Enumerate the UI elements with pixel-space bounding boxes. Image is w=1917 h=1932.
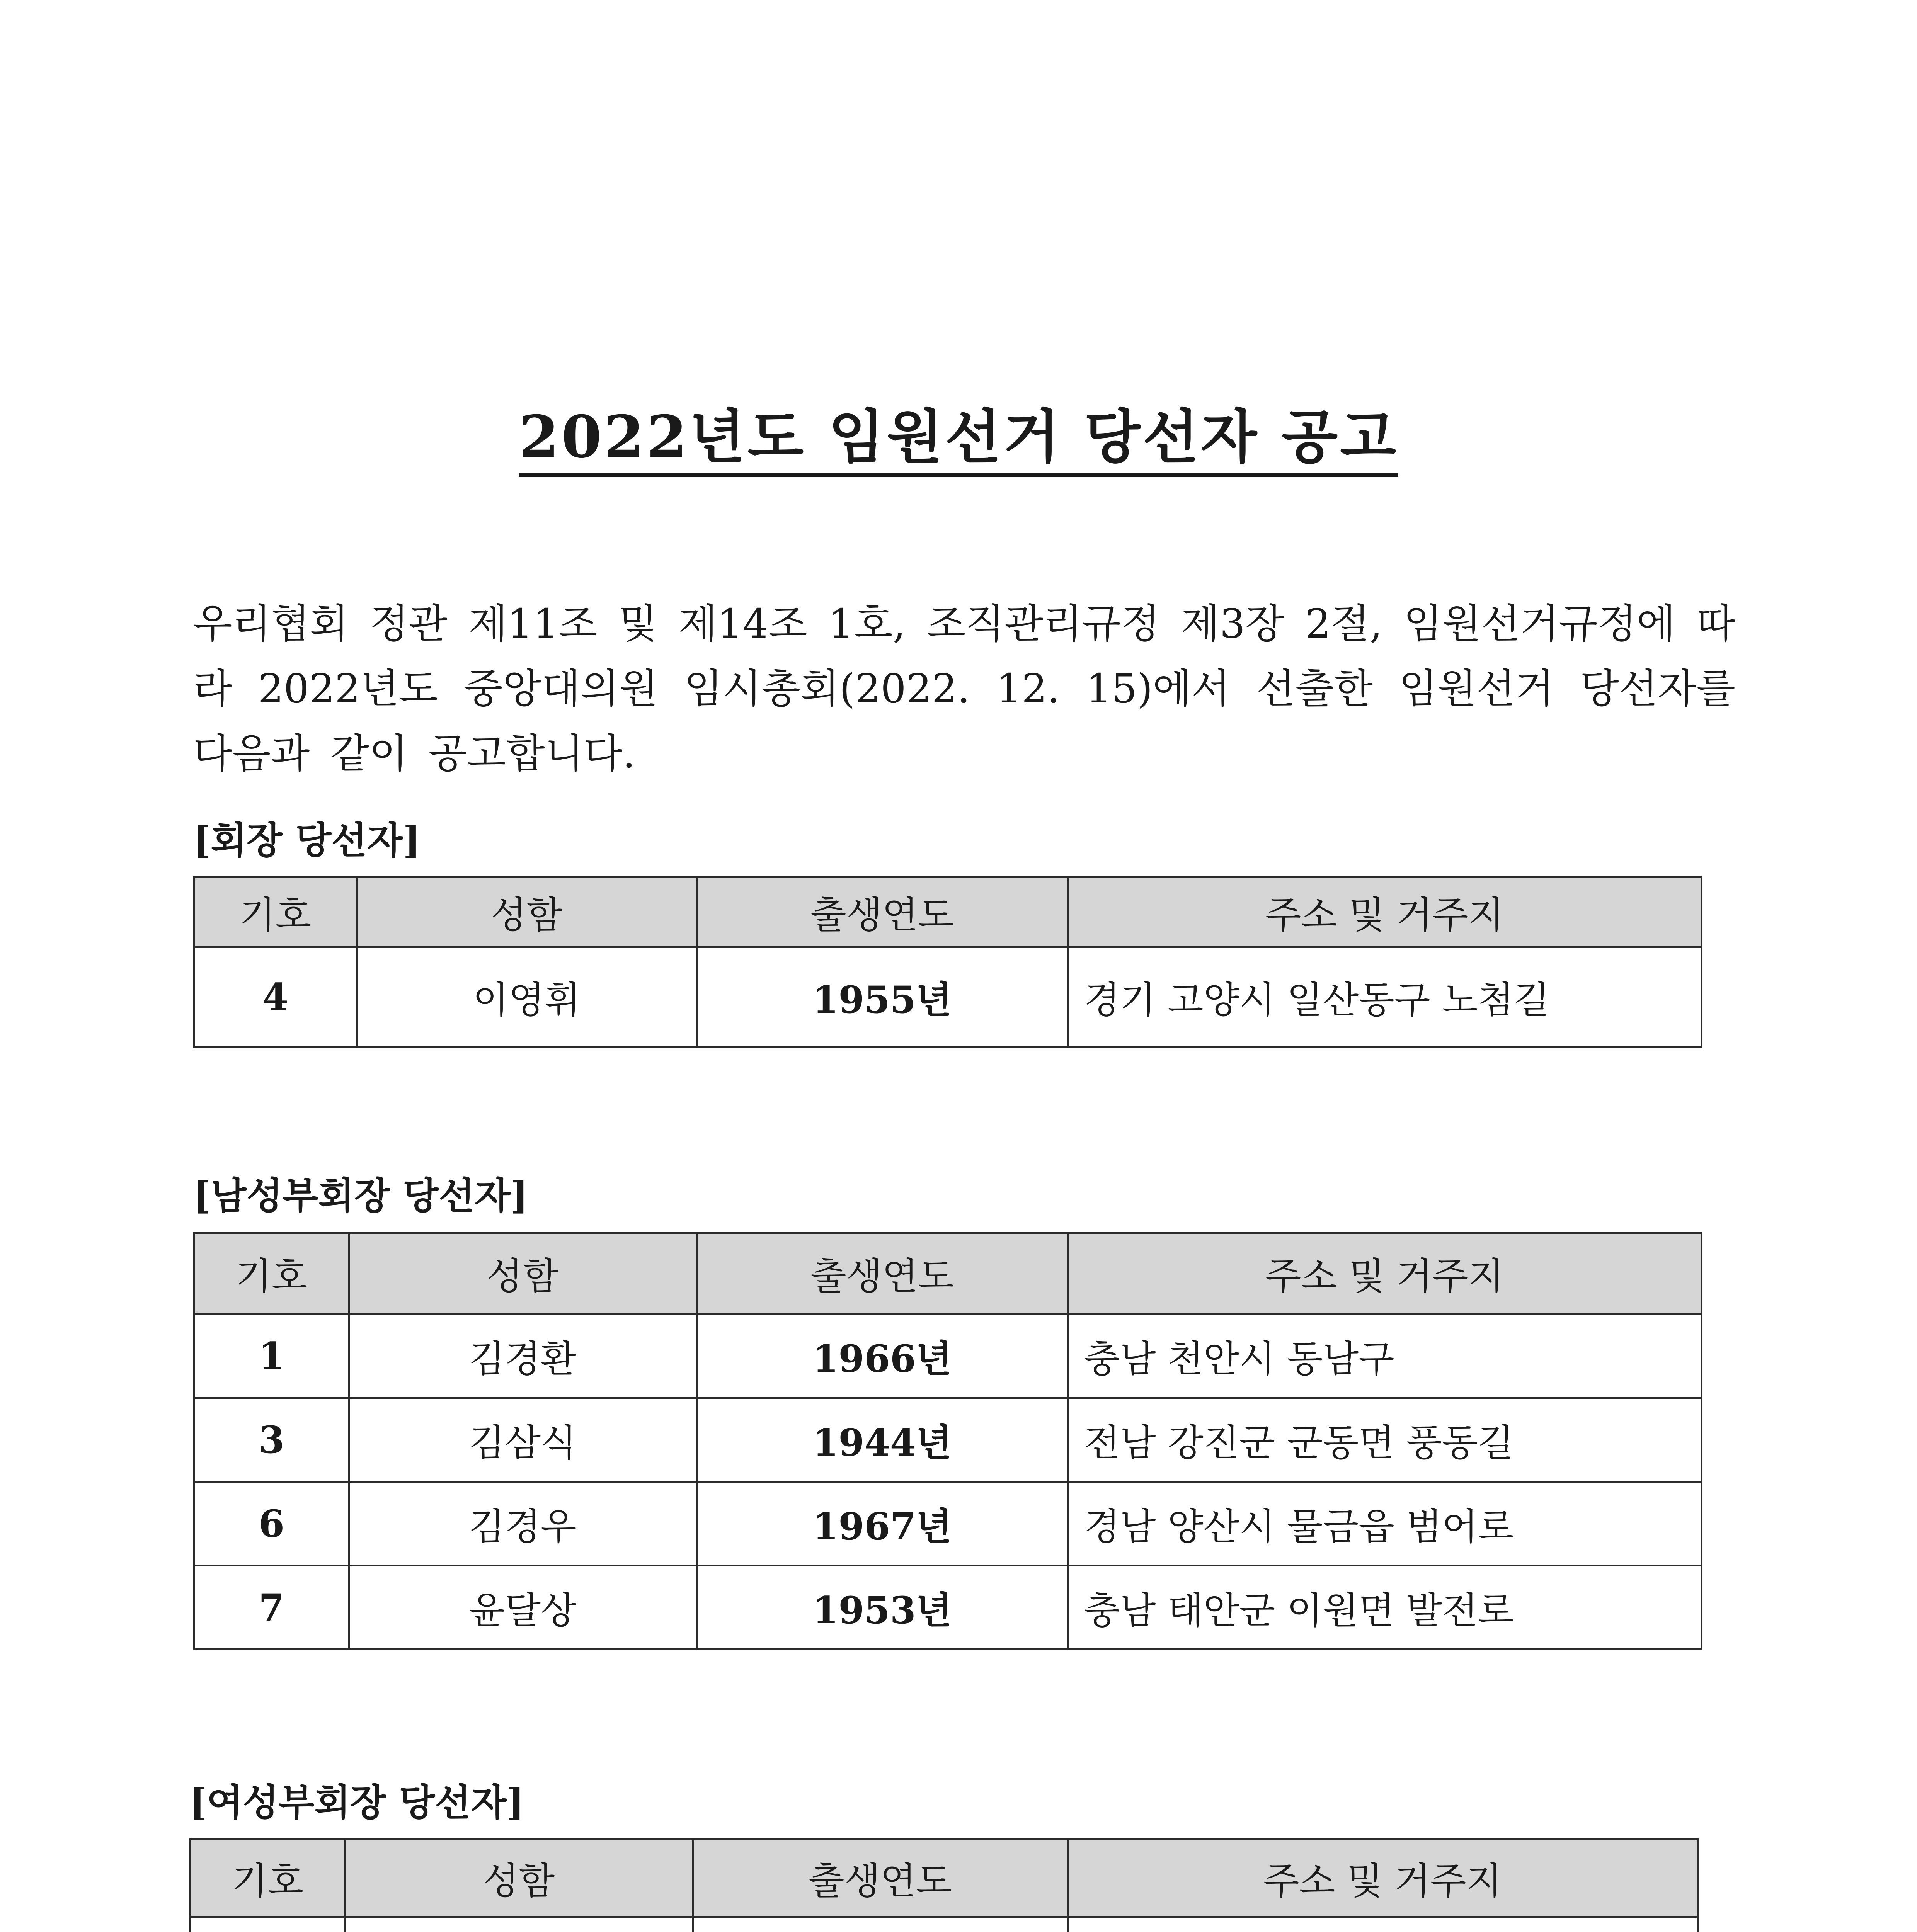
table-row: [194, 1314, 1702, 1398]
header-year: 출생연도: [697, 1233, 1068, 1314]
intro-paragraph: 우리협회 정관 제11조 및 제14조 1호, 조직관리규정 제3장 2절, 임원선거규정에 따라 2022년도 중앙대의원 임시총회(2022. 12. 15)에서 선출한 임원선거 당선자를 다음과 같이 공고합니다.: [193, 600, 1735, 777]
header-name: 성함: [357, 878, 697, 947]
table-header-row: [194, 1233, 1702, 1314]
cell-year: 1955년: [697, 947, 1068, 1048]
section-title: [남성부회장 당선자]: [193, 1174, 528, 1218]
cell-addr: [1068, 1917, 1698, 1932]
header-no: 기호: [194, 878, 357, 947]
cell-no: 6: [194, 1482, 349, 1566]
table-header-row: [194, 878, 1702, 947]
cell-year: [693, 1917, 1068, 1932]
table-header-row: [191, 1840, 1698, 1917]
cell-year: 1953년: [697, 1566, 1068, 1650]
cell-name: 김삼식: [349, 1398, 697, 1482]
cell-no: 7: [194, 1566, 349, 1650]
header-no: 기호: [194, 1233, 349, 1314]
header-year: 출생연도: [697, 878, 1068, 947]
table-row: [191, 1917, 1698, 1932]
section-male-vice-president: [193, 1171, 1702, 1650]
cell-name: 이영휘: [357, 947, 697, 1048]
section-title: [회장 당선자]: [193, 818, 421, 862]
header-addr: 주소 및 거주지: [1068, 878, 1702, 947]
header-no: 기호: [191, 1840, 345, 1917]
cell-addr: 충남 태안군 이원면 발전로: [1068, 1566, 1702, 1650]
cell-no: 4: [194, 947, 357, 1048]
header-addr: 주소 및 거주지: [1068, 1840, 1698, 1917]
header-year: 출생연도: [693, 1840, 1068, 1917]
cell-name: [345, 1917, 693, 1932]
table-row: [194, 1566, 1702, 1650]
section-title: [여성부회장 당선자]: [189, 1781, 524, 1824]
cell-addr: 전남 강진군 군동면 풍동길: [1068, 1398, 1702, 1482]
cell-year: 1944년: [697, 1398, 1068, 1482]
table-row: [194, 1482, 1702, 1566]
table-row: [194, 1398, 1702, 1482]
header-addr: 주소 및 거주지: [1068, 1233, 1702, 1314]
cell-name: 김경환: [349, 1314, 697, 1398]
cell-no: 3: [194, 1398, 349, 1482]
page-title: [0, 390, 1917, 474]
section-female-vice-president: [189, 1777, 1699, 1932]
header-name: 성함: [345, 1840, 693, 1917]
cell-addr: 충남 천안시 동남구: [1068, 1314, 1702, 1398]
page-title-text: 2022년도 임원선거 당선자 공고: [519, 403, 1398, 477]
winners-table: [193, 1232, 1702, 1650]
cell-year: 1967년: [697, 1482, 1068, 1566]
cell-year: 1966년: [697, 1314, 1068, 1398]
header-name: 성함: [349, 1233, 697, 1314]
table-row: [194, 947, 1702, 1048]
cell-addr: 경남 양산시 물금읍 범어로: [1068, 1482, 1702, 1566]
cell-name: 김경우: [349, 1482, 697, 1566]
winners-table: [189, 1838, 1699, 1932]
section-president: [193, 815, 1702, 1048]
cell-no: 1: [194, 1314, 349, 1398]
cell-name: 윤달상: [349, 1566, 697, 1650]
cell-addr: 경기 고양시 일산동구 노첨길: [1068, 947, 1702, 1048]
cell-no: [191, 1917, 345, 1932]
winners-table: [193, 876, 1702, 1048]
